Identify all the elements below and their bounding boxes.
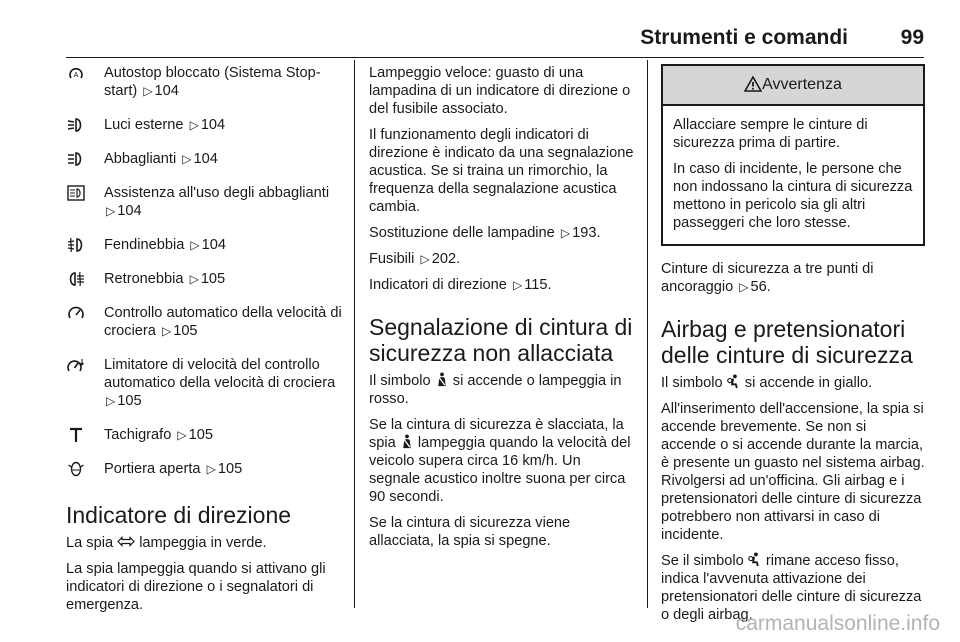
page-ref-arrow-icon: ▷	[143, 84, 153, 98]
left-column	[66, 64, 346, 622]
header-rule	[66, 57, 924, 58]
paragraph: Se la cintura di sicurezza viene allacciata, la spia si spegne.	[369, 515, 571, 549]
airbag-icon	[748, 553, 762, 569]
page-ref-arrow-icon: ▷	[739, 280, 749, 294]
paragraph: Il funzionamento degli indicatori di direzione è indicato da una segnalazione acustica. Se si traina un rimorchio, la frequenza della segnalazione acustica cambia.	[369, 127, 634, 215]
warning-body	[663, 106, 923, 244]
paragraph: Il simbolo si accende in giallo.	[661, 375, 873, 391]
page-ref-arrow-icon: ▷	[177, 428, 187, 442]
list-item: Fendinebbia ▷ 104	[66, 236, 346, 254]
paragraph: Fusibili ▷ 202.	[369, 251, 461, 267]
warning-header	[663, 66, 923, 106]
warning-box	[661, 64, 925, 246]
list-item: Retronebbia ▷ 105	[66, 270, 346, 288]
cruise-control-icon	[66, 305, 86, 321]
paragraph: Il simbolo si accende o lampeggia in rosso.	[369, 373, 622, 407]
paragraph: Lampeggio veloce: guasto di una lampadina di un indicatore di direzione o del fusibile associato.	[369, 65, 631, 117]
page-ref-arrow-icon: ▷	[189, 118, 199, 132]
column-divider-2	[647, 60, 648, 608]
paragraph: La spia lampeggia in verde.	[66, 535, 267, 551]
list-item: Luci esterne ▷ 104	[66, 116, 346, 134]
front-fog-icon	[66, 237, 86, 253]
page-header	[0, 0, 960, 60]
warning-triangle-icon	[744, 76, 762, 95]
page-ref-arrow-icon: ▷	[420, 252, 430, 266]
svg-text:A: A	[73, 72, 79, 79]
speed-limiter-icon	[66, 357, 86, 373]
page-ref-arrow-icon: ▷	[106, 394, 116, 408]
page-ref-arrow-icon: ▷	[189, 272, 199, 286]
seatbelt-icon	[435, 373, 449, 389]
airbag-heading: Airbag e pretensionatori delle cinture di sicurezza	[661, 316, 913, 368]
right-column	[661, 64, 925, 632]
paragraph: La spia lampeggia quando si attivano gli indicatori di direzione o i segnalatori di emergenza.	[66, 561, 326, 613]
tachograph-icon	[66, 427, 86, 443]
page-title: Strumenti e comandi	[640, 26, 848, 49]
page-ref-arrow-icon: ▷	[206, 462, 216, 476]
list-item: Limitatore di velocità del controllo automatico della velocità di crociera ▷ 105	[66, 356, 346, 410]
paragraph: Se il simbolo rimane acceso fisso, indica l'avvenuta attivazione dei pretensionatori delle cinture di sicurezza o degli airbag.	[661, 553, 922, 623]
paragraph: Indicatori di direzione ▷ 115.	[369, 277, 552, 293]
door-open-icon	[66, 461, 86, 477]
warning-title: Avvertenza	[762, 76, 842, 93]
list-item: Portiera aperta ▷ 105	[66, 460, 346, 478]
seatbelt-reminder-heading: Segnalazione di cintura di sicurezza non allacciata	[369, 314, 633, 366]
column-divider-1	[354, 60, 355, 608]
paragraph: All'inserimento dell'accensione, la spia si accende brevemente. Se non si accende o si accende durante la marcia, è presente un guasto nel sistema airbag. Rivolgersi ad un'officina. Gli airbag e i pretensionatori delle cinture di sicurezza potrebbero non attivarsi in caso di incidente.	[661, 401, 925, 543]
list-item: Tachigrafo ▷ 105	[66, 426, 346, 444]
list-item: Controllo automatico della velocità di crociera ▷ 105	[66, 304, 346, 340]
paragraph: Allacciare sempre le cinture di sicurezza prima di partire.	[673, 117, 868, 151]
page-ref-arrow-icon: ▷	[106, 204, 116, 218]
high-beam-assist-icon	[66, 185, 86, 201]
page-number: 99	[900, 26, 924, 49]
list-item: Assistenza all'uso degli abbaglianti ▷ 104	[66, 184, 346, 220]
middle-column	[369, 64, 635, 558]
paragraph: In caso di incidente, le persone che non indossano la cintura di sicurezza mettono in pericolo sia gli altri passeggeri che loro stesse.	[673, 161, 913, 231]
paragraph: Cinture di sicurezza a tre punti di ancoraggio ▷ 56.	[661, 261, 874, 295]
paragraph: Sostituzione delle lampadine ▷ 193.	[369, 225, 601, 241]
high-beam-icon	[66, 151, 86, 167]
page-ref-arrow-icon: ▷	[560, 226, 571, 240]
paragraph: Se la cintura di sicurezza è slacciata, la spia lampeggia quando la velocità del veicolo supera circa 16 km/h. Un segnale acustico inoltre suona per circa 90 secondi.	[369, 417, 631, 505]
list-item: Abbaglianti ▷ 104	[66, 150, 346, 168]
turn-indicator-heading: Indicatore di direzione	[66, 502, 292, 528]
list-item: A Autostop bloccato (Sistema Stop-start) ▷ 104	[66, 64, 346, 100]
page-ref-arrow-icon: ▷	[182, 152, 192, 166]
watermark: carmanualsonline.info	[735, 612, 940, 635]
page-ref-arrow-icon: ▷	[190, 238, 200, 252]
rear-fog-icon	[66, 271, 86, 287]
autostop-icon	[66, 65, 86, 81]
airbag-icon	[727, 375, 741, 391]
exterior-lights-icon	[66, 117, 86, 133]
page-ref-arrow-icon: ▷	[512, 278, 523, 292]
page-ref-arrow-icon: ▷	[161, 324, 172, 338]
turn-signal-icon	[117, 535, 135, 551]
seatbelt-icon	[400, 435, 414, 451]
